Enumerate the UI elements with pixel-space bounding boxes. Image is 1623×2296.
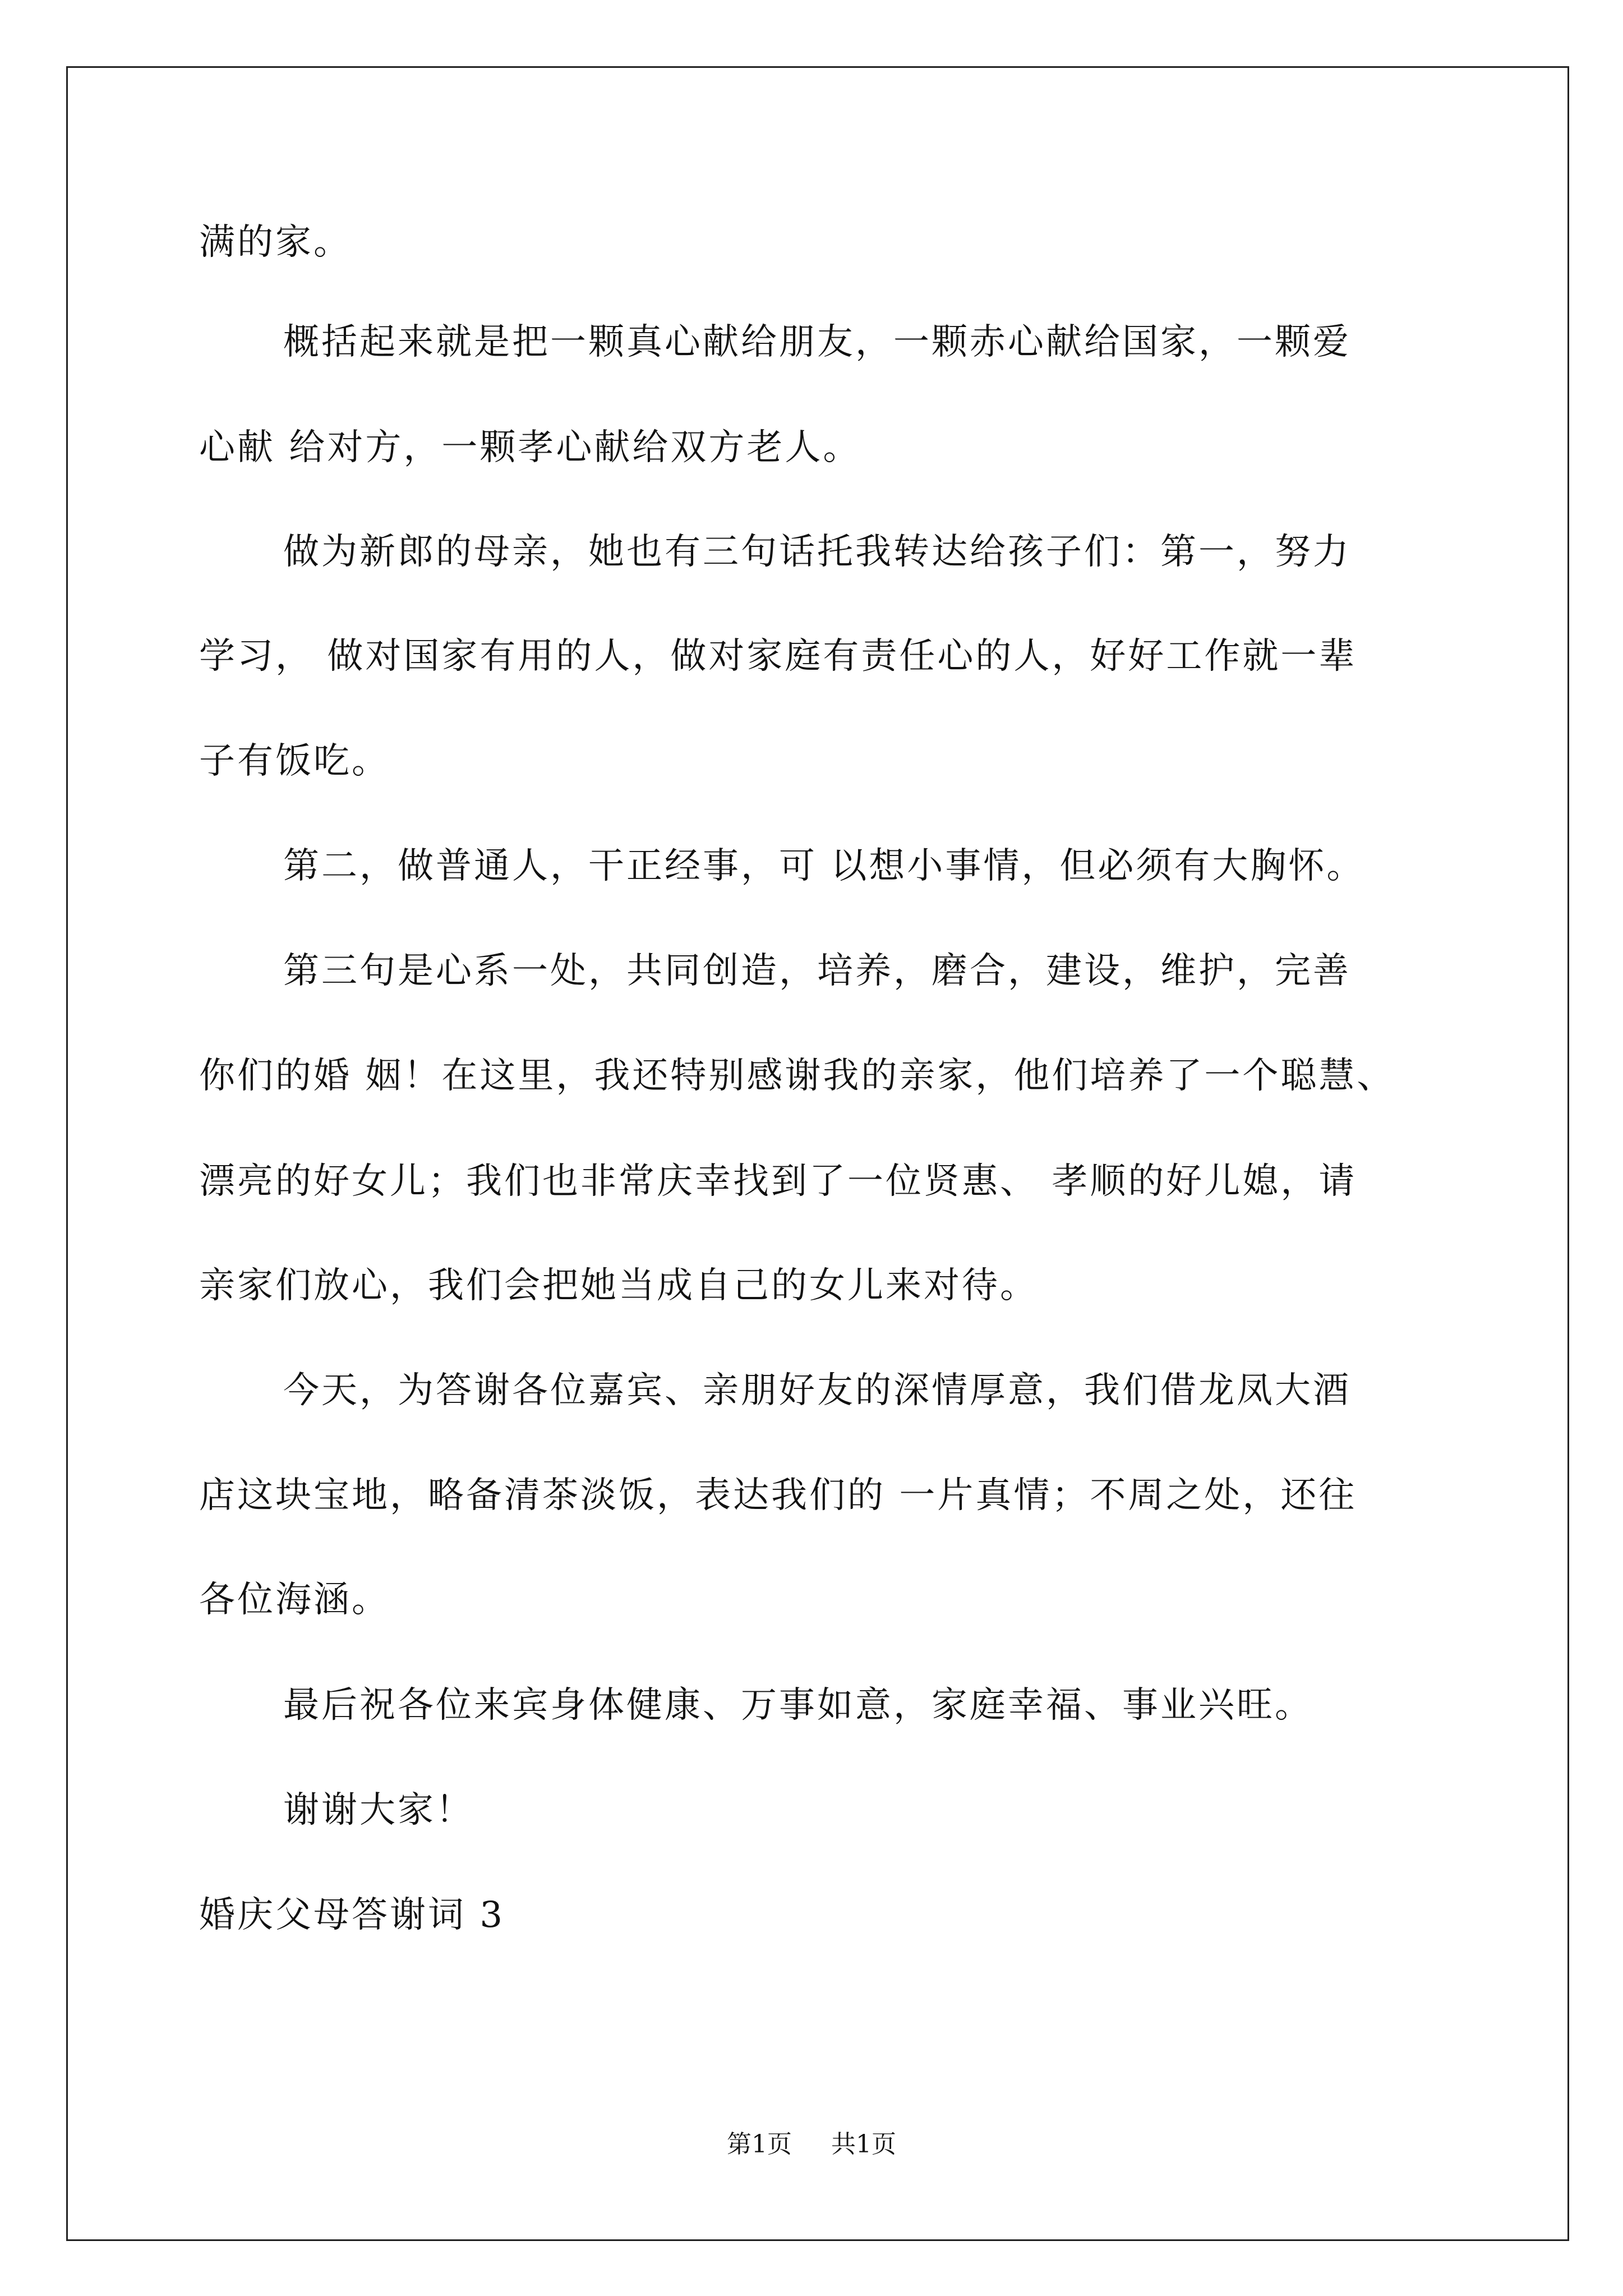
paragraph-start: 第三句是心系一处，共同创造，培养，磨合，建设，维护，完善	[283, 950, 1351, 992]
page-number: 第1页	[727, 2130, 792, 2159]
text-line: 学习， 做对国家有用的人，做对家庭有责任心的人，好好工作就一辈	[199, 636, 1357, 677]
paragraph-start: 概括起来就是把一颗真心献给朋友，一颗赤心献给国家，一颗爱	[283, 321, 1351, 363]
page-total: 共1页	[831, 2130, 896, 2159]
text-line: 各位海涵。	[199, 1579, 390, 1621]
paragraph-start: 谢谢大家！	[283, 1789, 474, 1831]
text-line: 亲家们放心，我们会把她当成自己的女儿来对待。	[199, 1265, 1038, 1306]
paragraph-start: 今天，为答谢各位嘉宾、亲朋好友的深情厚意，我们借龙凤大酒	[283, 1370, 1351, 1411]
paragraph-start: 最后祝各位来宾身体健康、万事如意，家庭幸福、事业兴旺。	[283, 1685, 1313, 1726]
section-heading: 婚庆父母答谢词 3	[199, 1894, 505, 1936]
paragraph-start: 做为新郎的母亲，她也有三句话托我转达给孩子们：第一，努力	[283, 531, 1351, 573]
text-line: 你们的婚 姻！在这里，我还特别感谢我的亲家，他们培养了一个聪慧、	[199, 1055, 1395, 1097]
paragraph-start: 第二，做普通人，干正经事，可 以想小事情，但必须有大胸怀。	[283, 845, 1365, 887]
text-line: 店这块宝地，略备清茶淡饭，表达我们的 一片真情；不周之处，还往	[199, 1475, 1357, 1516]
text-line: 心献 给对方，一颗孝心献给双方老人。	[199, 427, 861, 468]
text-line: 满的家。	[199, 222, 352, 263]
text-line: 子有饭吃。	[199, 740, 390, 782]
page-footer	[0, 2129, 1623, 2160]
text-line: 漂亮的好女儿；我们也非常庆幸找到了一位贤惠、 孝顺的好儿媳，请	[199, 1161, 1357, 1202]
